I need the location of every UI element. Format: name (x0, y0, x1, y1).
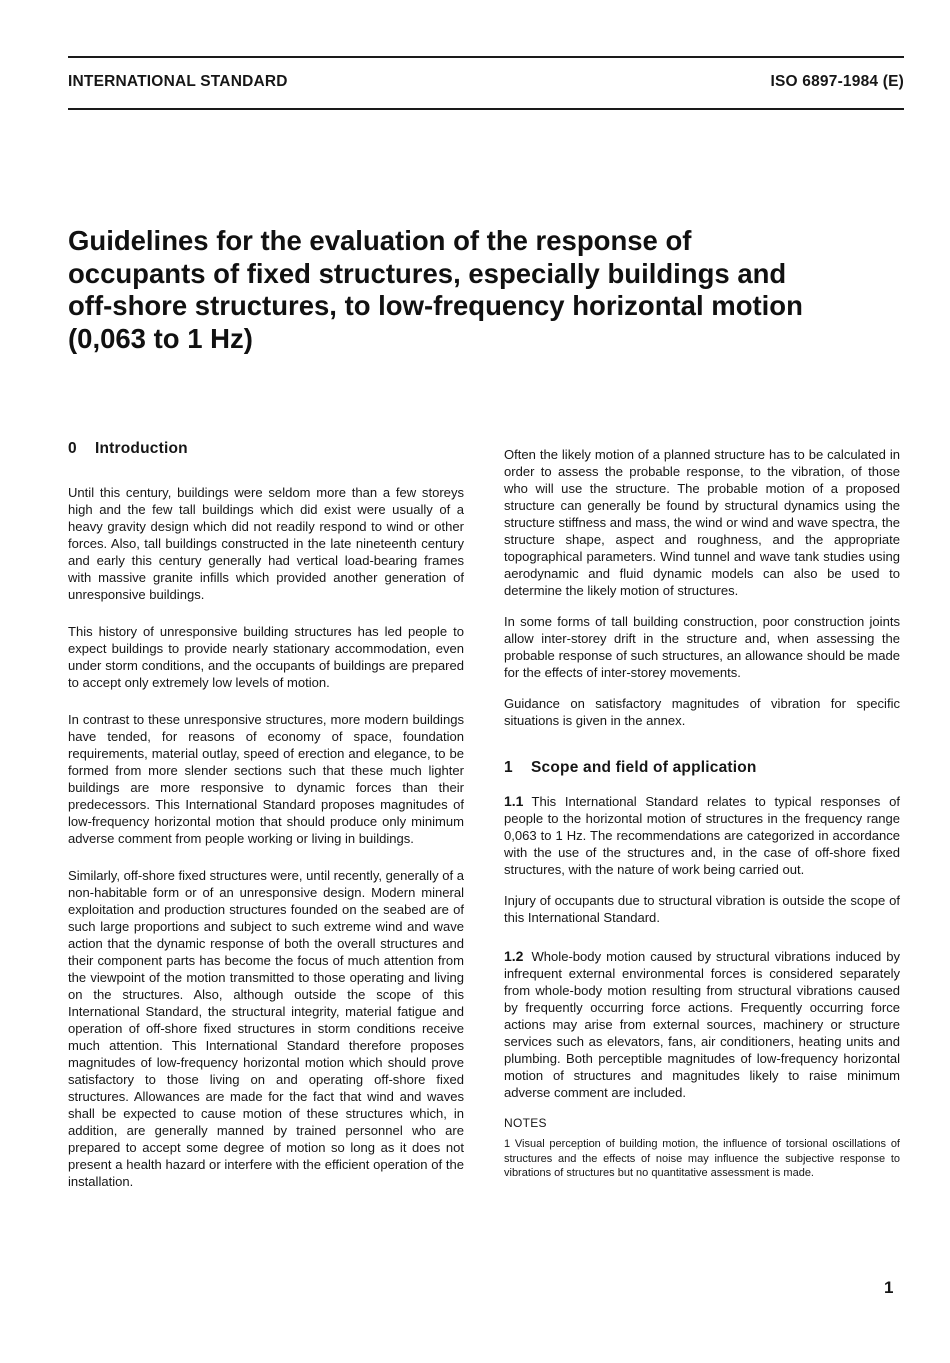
intro-paragraph-4: Similarly, off-shore fixed structures were, until recently, generally of a non-habitable form or of an unresponsive design. Modern mineral exploitation and production structures founded on the seabed are of such large proportions and subject to such extreme wind and wave action that the dynamic response of both the overall structures and their component parts has become the focus of much attention from the viewpoint of the motion transmitted to those operating and living on the structures. Also, although outside the scope of this International Standard, the structural integrity, material fatigue and operation of off-shore fixed structures in storm conditions receive much attention. This International Standard therefore proposes magnitudes of low-frequency horizontal motion which should prove satisfactory to those living on and operating off-shore fixed structures. Allowances are made for the fact that wind and waves shall be expected to cause motion of these structures which, in addition, are generally manned by trained personnel who are prepared to accept some degree of motion so long as it does not present a health hazard or interfere with the efficient operation of the installation. (68, 868, 464, 1189)
intro-paragraph-6: In some forms of tall building construction, poor construction joints allow inter-storey drift in the structure and, when assessing the probable response of such structures, an allowance should be made for the effects of inter-storey movements. (504, 614, 900, 680)
scope-exclusion-paragraph: Injury of occupants due to structural vibration is outside the scope of this International Standard. (504, 893, 900, 925)
clause-1-1 (504, 793, 900, 878)
clause-1-2 (504, 948, 900, 1101)
title-line: Guidelines for the evaluation of the response of (68, 225, 692, 256)
header-standard-number: ISO 6897-1984 (E) (770, 73, 904, 90)
clause-number: 1.2 (504, 948, 524, 964)
clause-text: This International Standard relates to typical responses of people to the horizontal motion of structures in the frequency range 0,063 to 1 Hz. The recommendations are categorized in accordance with the use of the structures and, in the case of off-shore fixed structures, with the nature of work being carried out. (504, 794, 900, 877)
left-column (68, 440, 464, 1190)
section-number: 0 (68, 440, 77, 457)
clause-text: Whole-body motion caused by structural vibrations induced by infrequent external environmental forces is considered separately from whole-body motion resulting from structural vibrations caused by frequently occurring force actions. Frequently occurring force actions may arise from external sources, machinery or structure services such as elevators, fans, air conditioners, heating units and plumbing. Both perceptible magnitudes of low-frequency horizontal motion of structures and magnitudes likely to raise minimum adverse comment are included. (504, 949, 900, 1100)
header-left-label: INTERNATIONAL STANDARD (68, 73, 288, 90)
title-line: (0,063 to 1 Hz) (68, 322, 253, 354)
notes-heading: NOTES (504, 1116, 547, 1130)
intro-paragraph-3: In contrast to these unresponsive structures, more modern buildings have tended, for reasons of economy of space, foundation requirements, material outlay, speed of erection and elegance, to be formed from more slender sections such that these much lighter buildings are more responsive to dynamic forces than their predecessors. This International Standard proposes magnitudes of low-frequency horizontal motion that should produce only minimum adverse comment from people working or living in buildings. (68, 712, 464, 846)
section-title: Introduction (95, 440, 188, 457)
header-top-rule (68, 56, 904, 58)
intro-paragraph-1: Until this century, buildings were seldom more than a few storeys high and the few tall buildings which did exist were usually of a heavy gravity design which did not readily respond to wind or other forces. Also, tall buildings constructed in the late nineteenth century and early this century generally had vertical load-bearing frames with massive granite infills which provided another generation of unresponsive buildings. (68, 485, 464, 602)
section-1-heading (504, 759, 900, 777)
title-line: occupants of fixed structures, especially buildings and (68, 257, 787, 289)
right-column (504, 446, 900, 1181)
page-number: 1 (884, 1278, 894, 1297)
section-title: Scope and field of application (531, 759, 757, 776)
clause-number: 1.1 (504, 793, 524, 809)
document-title (68, 225, 908, 355)
title-line: off-shore structures, to low-frequency horizontal motion (68, 290, 803, 321)
section-number: 1 (504, 759, 513, 776)
intro-paragraph-2: This history of unresponsive building structures has led people to expect buildings to provide nearly stationary accommodation, even under storm conditions, and the occupants of buildings are prepared to accept only extremely low levels of motion. (68, 624, 464, 690)
intro-paragraph-5: Often the likely motion of a planned structure has to be calculated in order to assess the probable response, to the vibration, of those who will use the structure. The probable motion of a proposed structure can generally be found by structural dynamics using the structure stiffness and mass, the wind or wind and wave spectra, the structure shape, aspect and roughness, and the appropriate topographical parameters. Wind tunnel and wave tank studies using aerodynamic and fluid dynamic models can also be used to determine the likely motion of structures. (504, 447, 900, 598)
header-bottom-rule (68, 108, 904, 110)
intro-paragraph-7: Guidance on satisfactory magnitudes of vibration for specific situations is given in the annex. (504, 696, 900, 728)
note-1: 1 Visual perception of building motion, the influence of torsional oscillations of structures and the effects of noise may influence the subjective response to vibrations of structures but no quantitative assessment is made. (504, 1138, 900, 1180)
section-0-heading (68, 440, 464, 458)
